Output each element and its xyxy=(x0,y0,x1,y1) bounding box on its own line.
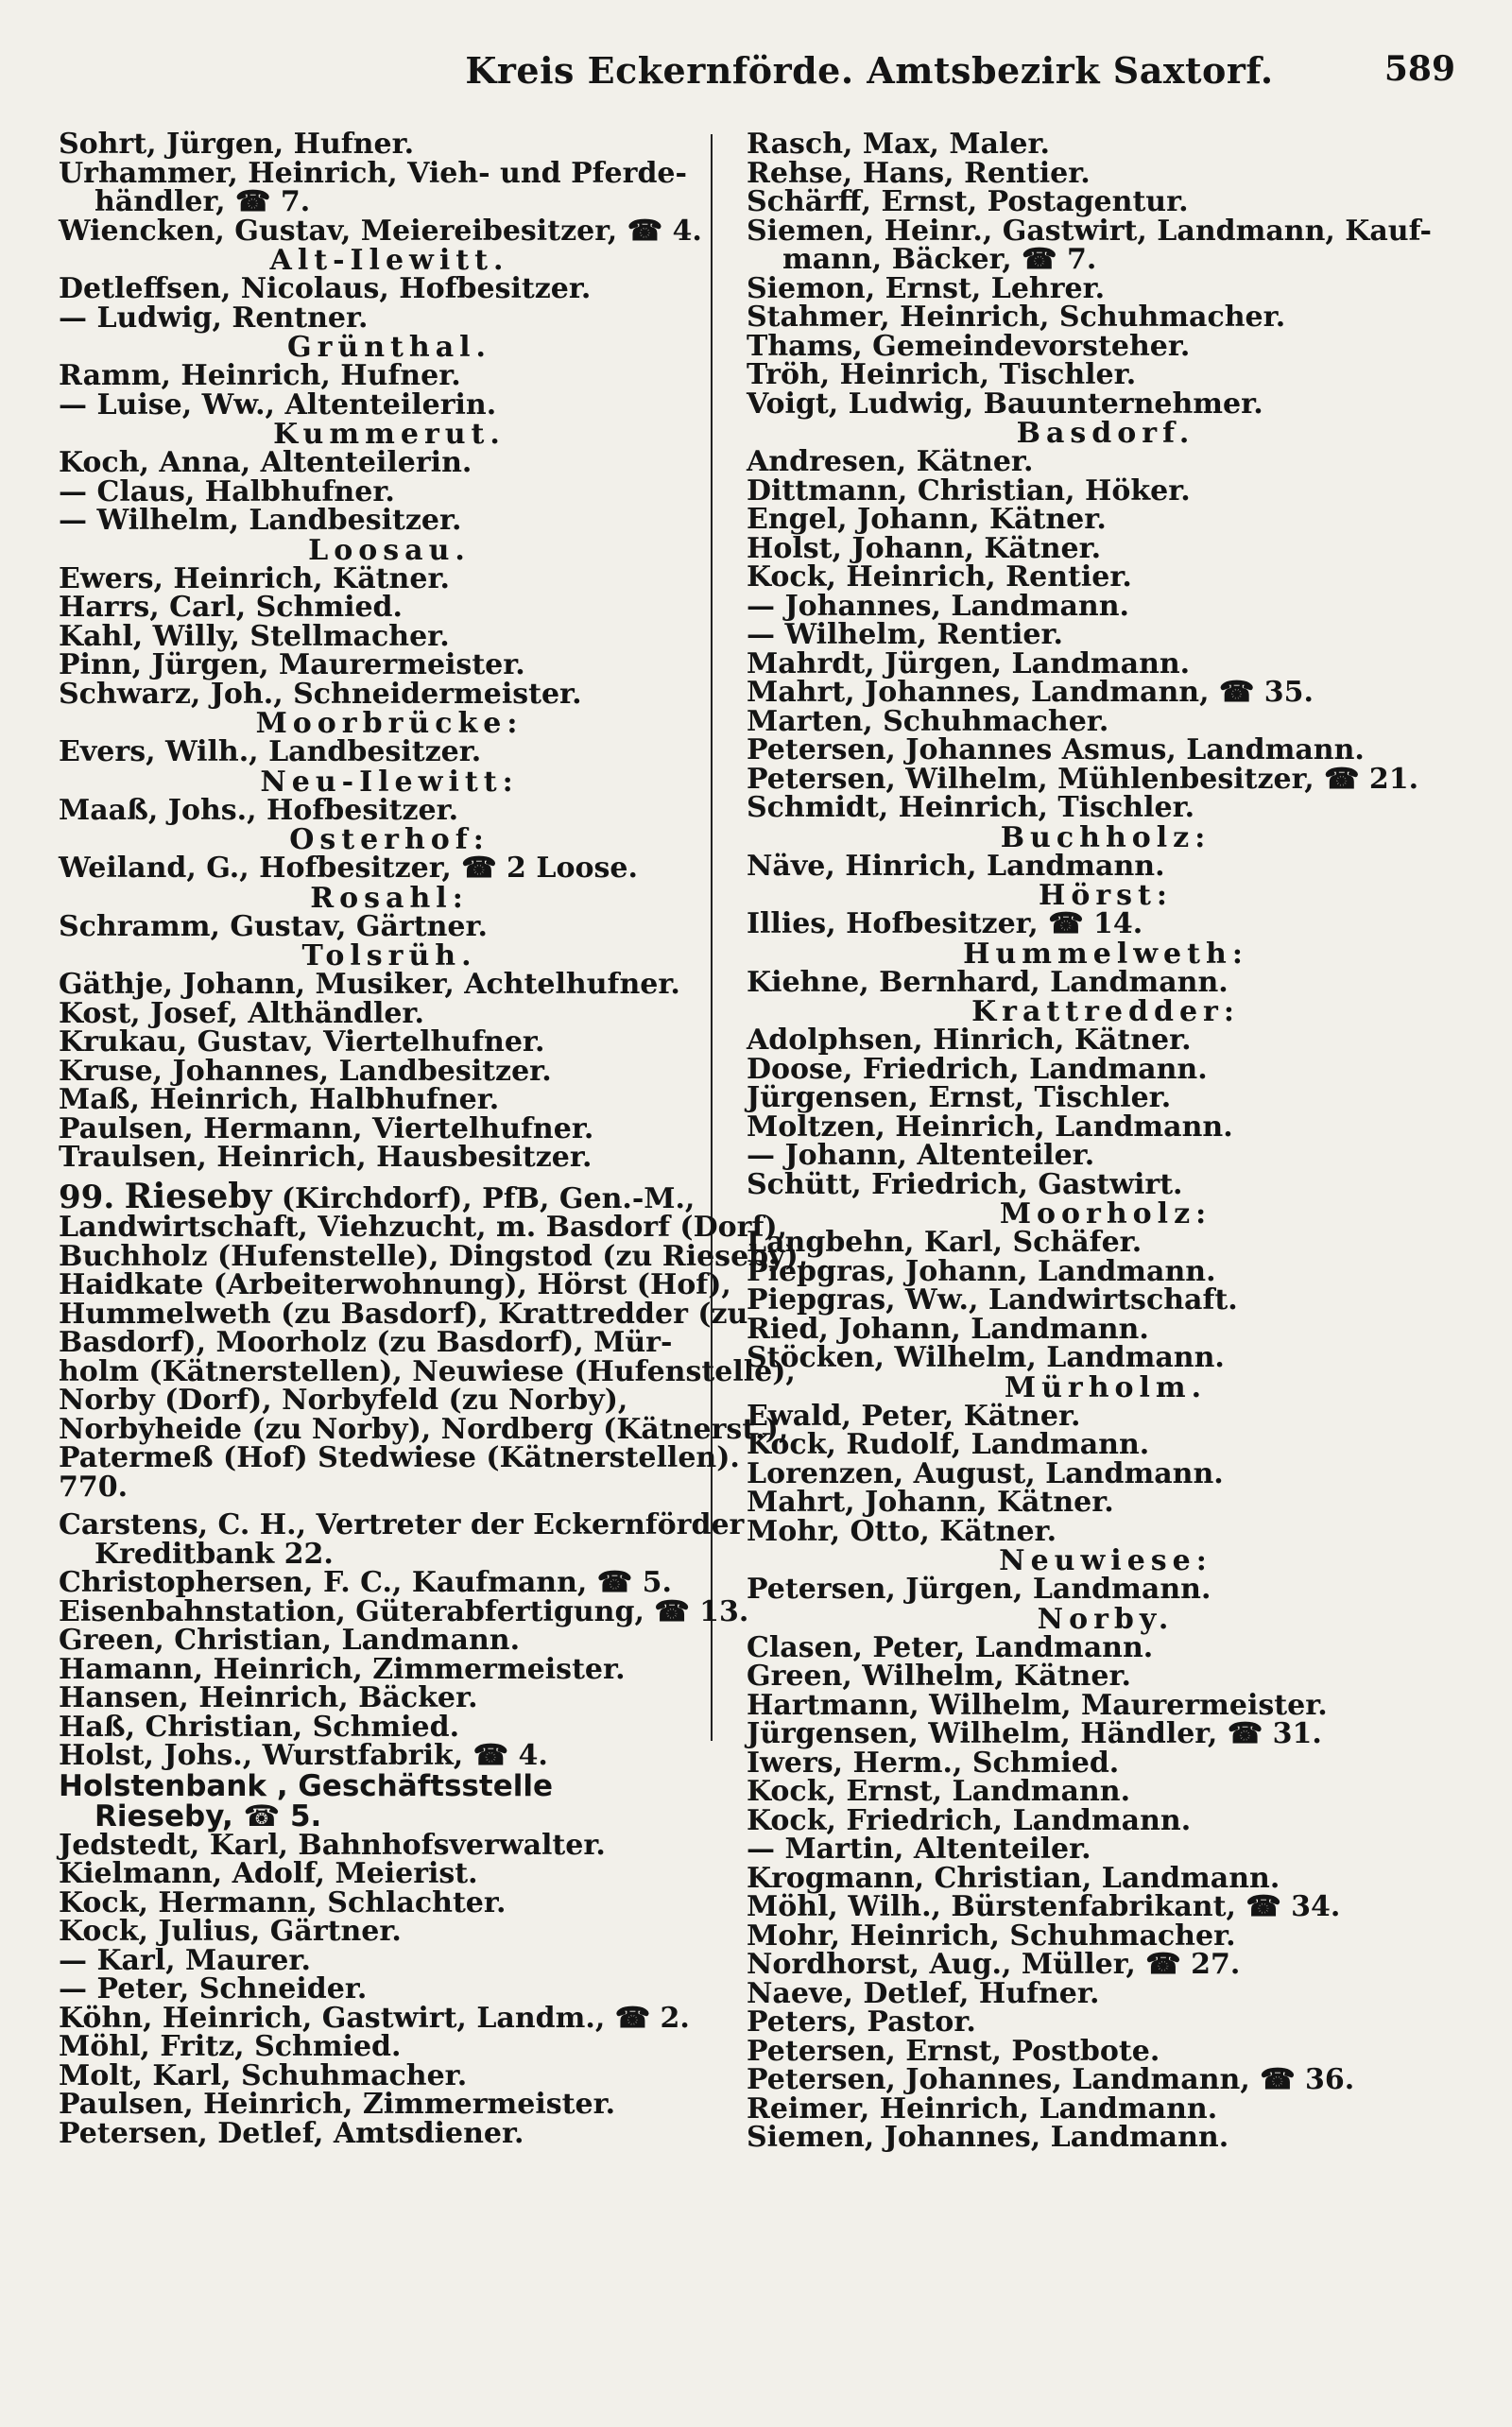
entry: Wiencken, Gustav, Meiereibesitzer, ☎ 4. xyxy=(59,214,702,248)
entry: Schramm, Gustav, Gärtner. xyxy=(59,909,488,943)
place-heading: Loosau. xyxy=(308,533,471,567)
entry: Jedstedt, Karl, Bahnhofsverwalter. xyxy=(59,1828,606,1862)
entry: Engel, Johann, Kätner. xyxy=(747,503,1107,536)
entry: Ewald, Peter, Kätner. xyxy=(747,1399,1081,1433)
entry: Andresen, Kätner. xyxy=(747,445,1034,478)
entry: Green, Christian, Landmann. xyxy=(59,1624,521,1657)
entry: Petersen, Detlef, Amtsdiener. xyxy=(59,2116,524,2150)
holstenbank-entry: Rieseby, ☎ 5. xyxy=(94,1799,322,1833)
page-number: 589 xyxy=(1383,49,1455,89)
entry: Kock, Julius, Gärtner. xyxy=(59,1915,402,1948)
entry: Peters, Pastor. xyxy=(747,2005,976,2039)
entry: Weiland, G., Hofbesitzer, ☎ 2 Loose. xyxy=(59,852,638,885)
entry: Kiehne, Bernhard, Landmann. xyxy=(747,965,1228,999)
entry: Krogmann, Christian, Landmann. xyxy=(747,1861,1280,1895)
entry: Kock, Friedrich, Landmann. xyxy=(747,1803,1192,1837)
entry: Köhn, Heinrich, Gastwirt, Landm., ☎ 2. xyxy=(59,2001,690,2035)
entry: Kock, Heinrich, Rentier. xyxy=(747,560,1132,594)
entry: Harrs, Carl, Schmied. xyxy=(59,591,403,624)
entry: Kielmann, Adolf, Meierist. xyxy=(59,1857,478,1890)
entry: Piepgras, Johann, Landmann. xyxy=(747,1254,1216,1288)
left-column xyxy=(59,128,809,2150)
place-heading: Moorbrücke: xyxy=(255,707,524,740)
entry: Illies, Hofbesitzer, ☎ 14. xyxy=(747,907,1143,940)
description-line: 770. xyxy=(59,1470,129,1504)
entry: Jürgensen, Wilhelm, Händler, ☎ 31. xyxy=(747,1717,1322,1750)
entry: Petersen, Ernst, Postbote. xyxy=(747,2034,1160,2068)
entry: — Johann, Altenteiler. xyxy=(747,1139,1095,1172)
entry: Kock, Rudolf, Landmann. xyxy=(747,1428,1150,1461)
entry: Holst, Johs., Wurstfabrik, ☎ 4. xyxy=(59,1739,548,1772)
entry: Rasch, Max, Maler. xyxy=(747,128,1050,161)
description-line: holm (Kätnerstellen), Neuwiese (Hufenstelle), xyxy=(59,1354,796,1388)
entry: Naeve, Detlef, Hufner. xyxy=(747,1976,1100,2010)
description-line: Landwirtschaft, Viehzucht, m. Basdorf (Dorf), xyxy=(59,1211,788,1244)
place-heading: Tolsrüh. xyxy=(301,939,477,973)
place-heading: Hummelweth: xyxy=(963,937,1248,971)
town-name: Rieseby xyxy=(124,1176,272,1216)
entry: Gäthje, Johann, Musiker, Achtelhufner. xyxy=(59,968,680,1001)
entry: Schwarz, Joh., Schneidermeister. xyxy=(59,677,582,711)
place-heading: Osterhof: xyxy=(289,823,490,856)
entry: Kock, Hermann, Schlachter. xyxy=(59,1885,507,1919)
entry: Petersen, Johannes Asmus, Landmann. xyxy=(747,733,1365,766)
entry: Möhl, Fritz, Schmied. xyxy=(59,2030,402,2063)
section-number: 99. xyxy=(59,1178,115,1216)
entry: Thams, Gemeindevorsteher. xyxy=(747,329,1191,363)
entry: Stöcken, Wilhelm, Landmann. xyxy=(747,1341,1225,1374)
entry-group xyxy=(59,130,720,246)
entry: Petersen, Jürgen, Landmann. xyxy=(747,1573,1211,1606)
entry: Maaß, Johs., Hofbesitzer. xyxy=(59,793,459,827)
entry: — Luise, Ww., Altenteilerin. xyxy=(59,387,497,422)
entry: Kreditbank 22. xyxy=(94,1537,334,1571)
entry: Detleffsen, Nicolaus, Hofbesitzer. xyxy=(59,272,592,305)
entry: Paulsen, Heinrich, Zimmermeister. xyxy=(59,2088,616,2121)
entry: Adolphsen, Hinrich, Kätner. xyxy=(747,1024,1192,1057)
entry: Siemen, Johannes, Landmann. xyxy=(747,2121,1229,2154)
entry: — Wilhelm, Rentier. xyxy=(747,618,1063,651)
entry: — Johannes, Landmann. xyxy=(747,589,1129,623)
entry: Pinn, Jürgen, Maurermeister. xyxy=(59,648,525,681)
holstenbank-entry: Holstenbank , Geschäftsstelle xyxy=(59,1768,554,1803)
entry: Stahmer, Heinrich, Schuhmacher. xyxy=(747,301,1286,334)
description-line: (Kirchdorf), PfB, Gen.-M., xyxy=(281,1181,696,1215)
entry: Molt, Karl, Schuhmacher. xyxy=(59,2058,468,2092)
place-heading: Kummerut. xyxy=(273,418,506,451)
entry: Voigt, Ludwig, Bauunternehmer. xyxy=(747,387,1263,421)
entry: Ewers, Heinrich, Kätner. xyxy=(59,561,450,595)
entry: Haß, Christian, Schmied. xyxy=(59,1710,460,1744)
entry: Kost, Josef, Althändler. xyxy=(59,996,424,1030)
entry: Reimer, Heinrich, Landmann. xyxy=(747,2091,1218,2126)
place-heading: Alt-Ilewitt. xyxy=(269,244,509,277)
rieseby-first-line xyxy=(59,1176,720,1216)
entry: Schmidt, Heinrich, Tischler. xyxy=(747,791,1195,824)
entry: Kock, Ernst, Landmann. xyxy=(747,1775,1131,1808)
entry: Petersen, Wilhelm, Mühlenbesitzer, ☎ 21. xyxy=(747,762,1419,796)
place-heading: Hörst: xyxy=(1039,879,1173,912)
entry: Paulsen, Hermann, Viertelhufner. xyxy=(59,1111,594,1145)
place-heading: Basdorf. xyxy=(1016,417,1195,450)
entry: Hamann, Heinrich, Zimmermeister. xyxy=(59,1652,626,1686)
right-column xyxy=(747,130,1465,2153)
entry: Ried, Johann, Landmann. xyxy=(747,1312,1149,1346)
place-heading: Rosahl: xyxy=(310,881,469,915)
place-heading: Krattredder: xyxy=(971,995,1240,1028)
entry: Hartmann, Wilhelm, Maurermeister. xyxy=(747,1688,1328,1722)
entry: Sohrt, Jürgen, Hufner. xyxy=(59,128,415,161)
entry: Nordhorst, Aug., Müller, ☎ 27. xyxy=(747,1948,1241,1981)
entry: Siemon, Ernst, Lehrer. xyxy=(747,271,1106,305)
place-heading: Grünthal. xyxy=(287,331,491,364)
entry: Tröh, Heinrich, Tischler. xyxy=(747,358,1137,391)
entry: Mohr, Otto, Kätner. xyxy=(747,1514,1057,1548)
entry: Doose, Friedrich, Landmann. xyxy=(747,1052,1208,1086)
entry: Jürgensen, Ernst, Tischler. xyxy=(747,1081,1172,1114)
entry: Siemen, Heinr., Gastwirt, Landmann, Kauf- xyxy=(747,214,1432,248)
place-heading: Norby. xyxy=(1037,1602,1175,1636)
entry: Iwers, Herm., Schmied. xyxy=(747,1746,1120,1780)
description-line: Basdorf), Moorholz (zu Basdorf), Mür- xyxy=(59,1326,673,1359)
description-line: Hummelweth (zu Basdorf), Krattredder (zu xyxy=(59,1297,748,1331)
entry: Kruse, Johannes, Landbesitzer. xyxy=(59,1054,552,1088)
entry: Krukau, Gustav, Viertelhufner. xyxy=(59,1025,545,1059)
entry: — Wilhelm, Landbesitzer. xyxy=(59,504,462,537)
description-line: Buchholz (Hufenstelle), Dingstod (zu Rieseby), xyxy=(59,1239,809,1273)
entry: — Peter, Schneider. xyxy=(59,1972,368,2005)
entry: Schärff, Ernst, Postagentur. xyxy=(747,185,1189,218)
entry: Marten, Schuhmacher. xyxy=(747,704,1109,738)
entry: — Martin, Altenteiler. xyxy=(747,1833,1091,1866)
description-line: Norby (Dorf), Norbyfeld (zu Norby), xyxy=(59,1384,628,1417)
entry: händler, ☎ 7. xyxy=(94,185,311,218)
entry: Dittmann, Christian, Höker. xyxy=(747,473,1191,508)
entry: Holst, Johann, Kätner. xyxy=(747,531,1102,565)
page-title: Kreis Eckernförde. Amtsbezirk Saxtorf. xyxy=(465,49,1274,92)
place-heading: Neuwiese: xyxy=(999,1544,1212,1577)
entry: Näve, Hinrich, Landmann. xyxy=(747,849,1165,883)
entry: Koch, Anna, Altenteilerin. xyxy=(59,446,472,479)
entry: Mahrdt, Jürgen, Landmann. xyxy=(747,646,1191,680)
place-heading: Moorholz: xyxy=(999,1197,1212,1231)
page-header xyxy=(57,49,1455,106)
entry: Evers, Wilh., Landbesitzer. xyxy=(59,735,482,768)
entry: Traulsen, Heinrich, Hausbesitzer. xyxy=(59,1141,593,1174)
entry: Moltzen, Heinrich, Landmann. xyxy=(747,1110,1233,1144)
entry: Hansen, Heinrich, Bäcker. xyxy=(59,1681,478,1714)
entry: Mohr, Heinrich, Schuhmacher. xyxy=(747,1919,1236,1953)
entry: Urhammer, Heinrich, Vieh- und Pferde- xyxy=(59,156,687,190)
entry: Mahrt, Johannes, Landmann, ☎ 35. xyxy=(747,676,1314,709)
rieseby-description xyxy=(59,1176,809,1504)
entry: Lorenzen, August, Landmann. xyxy=(747,1456,1224,1490)
place-heading: Mürholm. xyxy=(1004,1370,1208,1404)
entry: Eisenbahnstation, Güterabfertigung, ☎ 13. xyxy=(59,1594,749,1628)
description-line: Patermeß (Hof) Stedwiese (Kätnerstellen). xyxy=(59,1441,740,1474)
entry: Schütt, Friedrich, Gastwirt. xyxy=(747,1167,1183,1201)
entry: Maß, Heinrich, Halbhufner. xyxy=(59,1083,500,1116)
entry: Rehse, Hans, Rentier. xyxy=(747,156,1091,190)
entry: Langbehn, Karl, Schäfer. xyxy=(747,1226,1143,1259)
entry: Petersen, Johannes, Landmann, ☎ 36. xyxy=(747,2063,1355,2096)
entry: Möhl, Wilh., Bürstenfabrikant, ☎ 34. xyxy=(747,1890,1341,1923)
entry: Kahl, Willy, Stellmacher. xyxy=(59,619,450,653)
place-heading: Buchholz: xyxy=(1000,820,1211,854)
entry: Green, Wilhelm, Kätner. xyxy=(747,1660,1131,1693)
entry: Christophersen, F. C., Kaufmann, ☎ 5. xyxy=(59,1566,672,1599)
description-line: Haidkate (Arbeiterwohnung), Hörst (Hof), xyxy=(59,1268,731,1301)
entry: Carstens, C. H., Vertreter der Eckernförder xyxy=(59,1508,745,1541)
description-line: Norbyheide (zu Norby), Nordberg (Kätnerst.), xyxy=(59,1412,789,1446)
entry: mann, Bäcker, ☎ 7. xyxy=(782,243,1097,276)
entry: — Ludwig, Rentner. xyxy=(59,301,369,335)
entry: Piepgras, Ww., Landwirtschaft. xyxy=(747,1283,1238,1317)
entry: Ramm, Heinrich, Hufner. xyxy=(59,359,461,392)
entry: Clasen, Peter, Landmann. xyxy=(747,1630,1154,1664)
place-heading: Neu-Ilewitt: xyxy=(260,765,519,799)
entry: — Karl, Maurer. xyxy=(59,1943,311,1977)
entry: Mahrt, Johann, Kätner. xyxy=(747,1486,1114,1519)
entry: — Claus, Halbhufner. xyxy=(59,474,395,508)
